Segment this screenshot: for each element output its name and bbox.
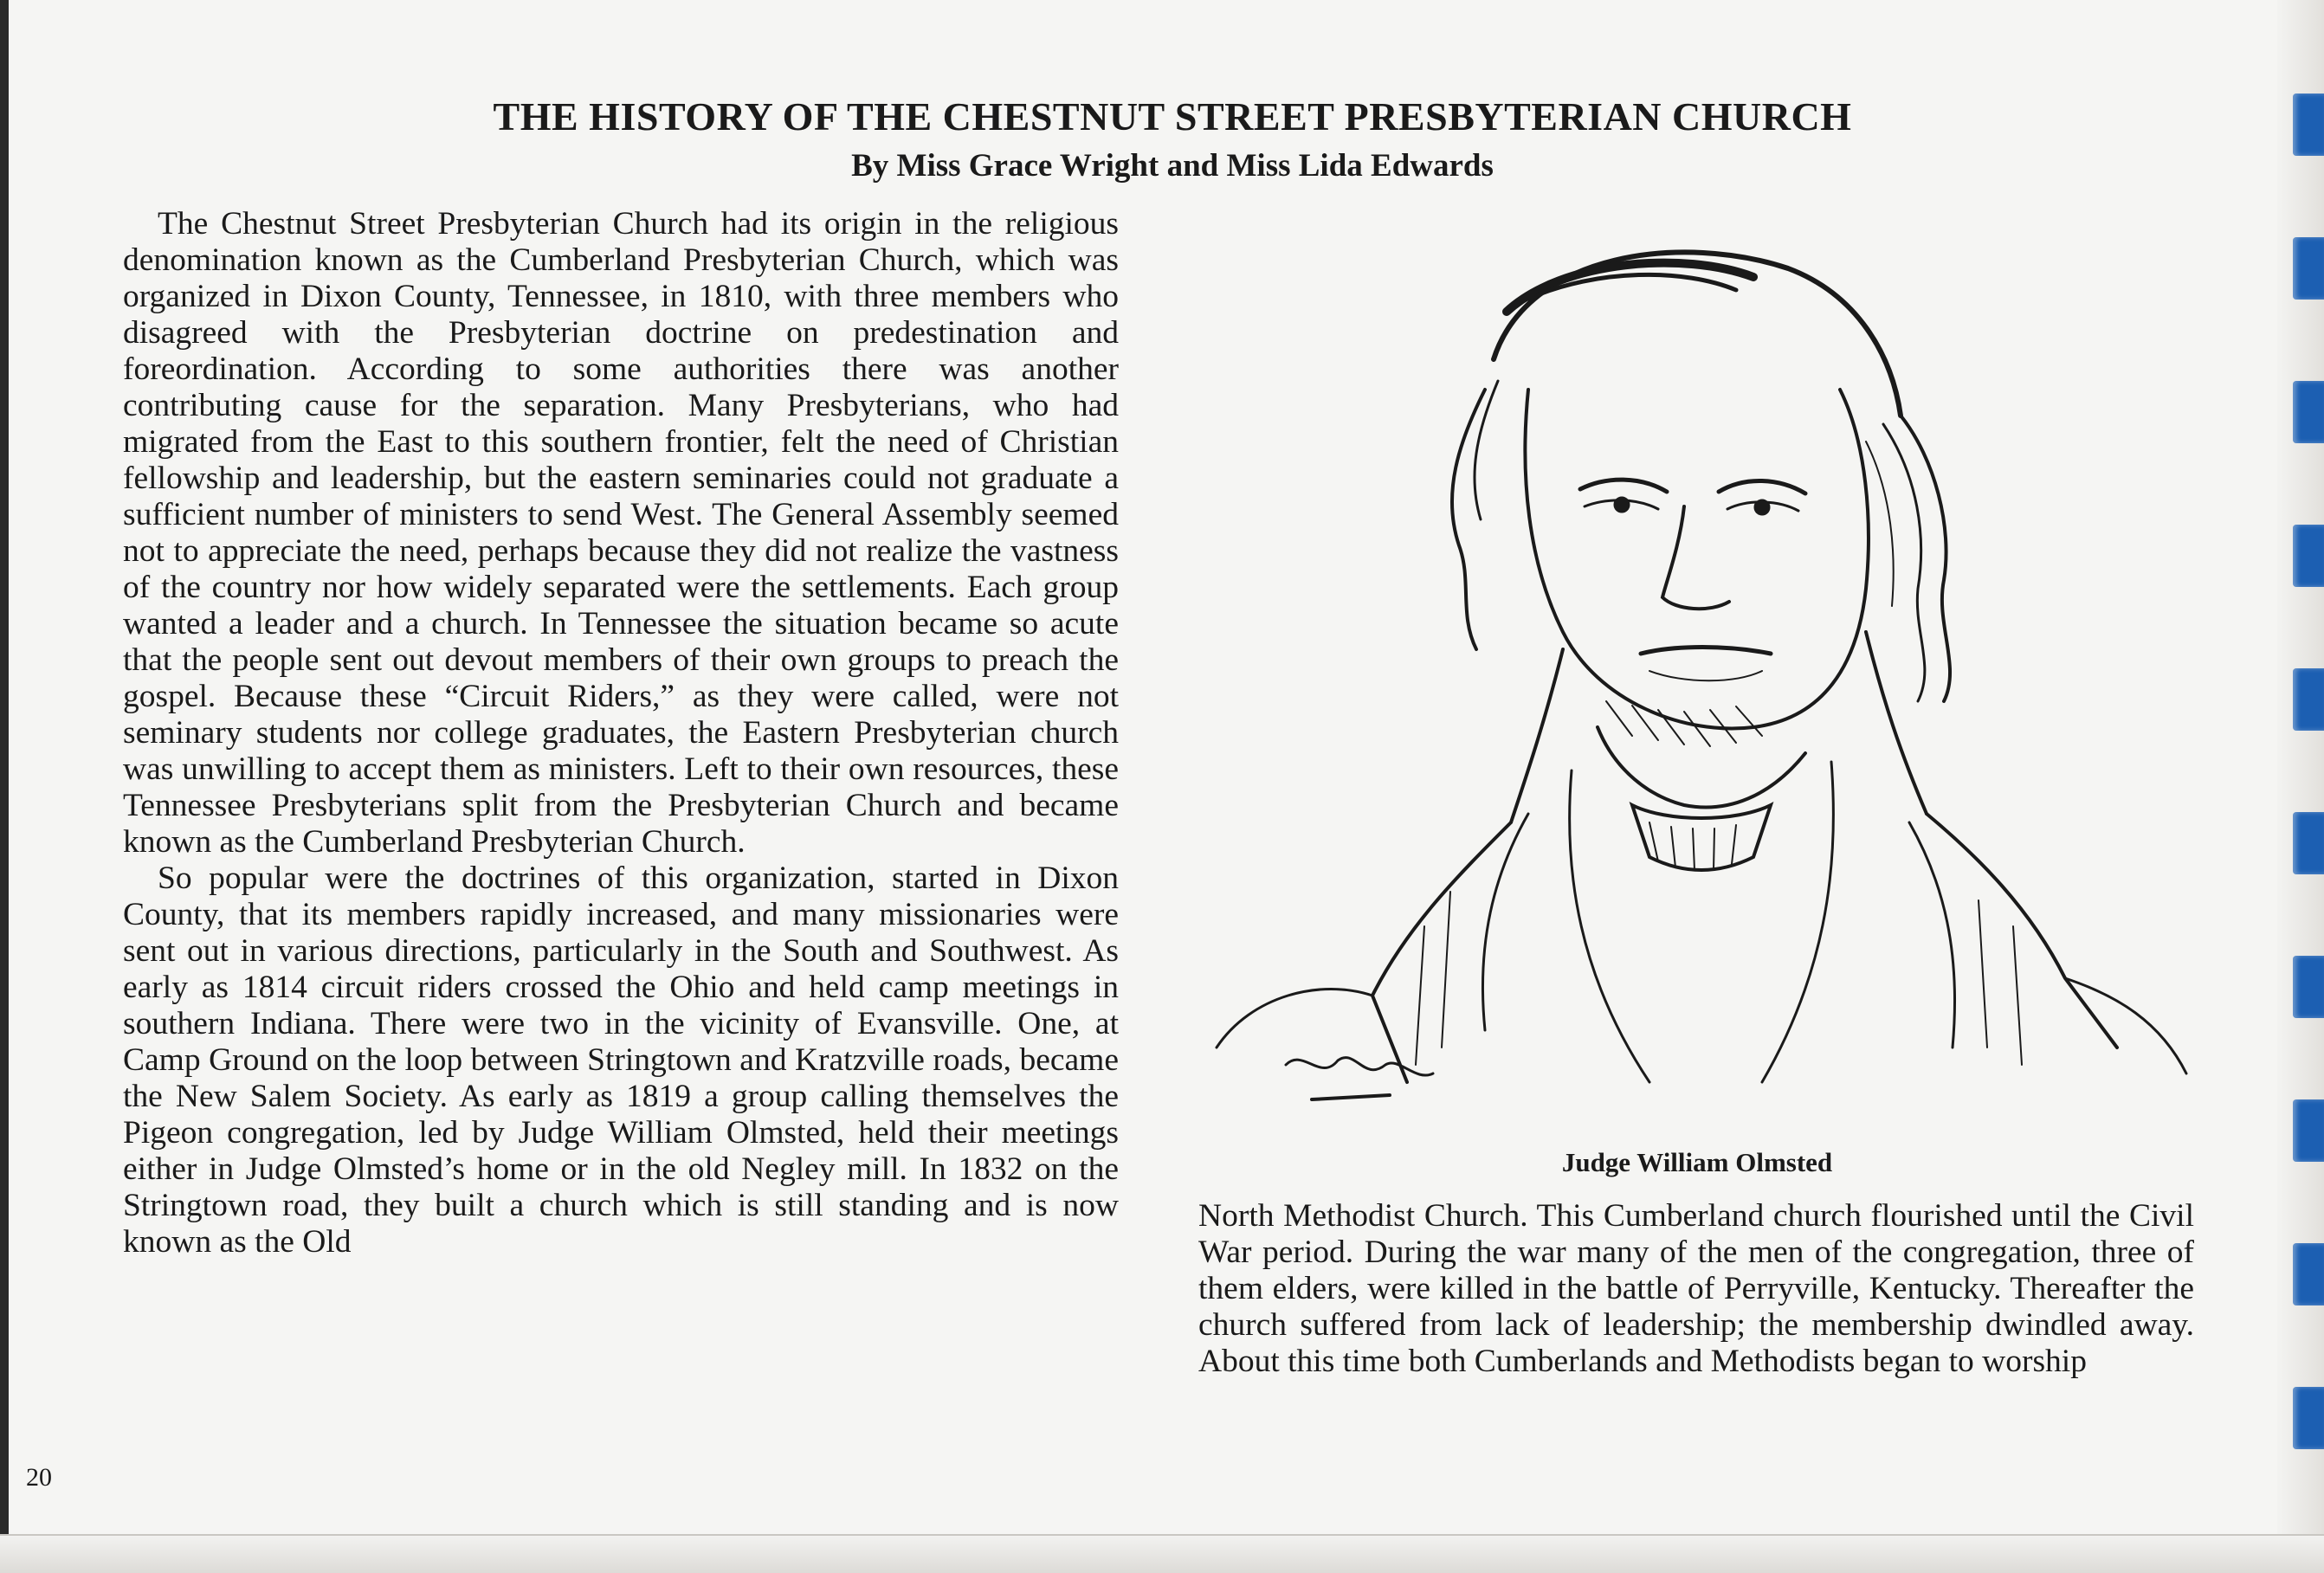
- binding-tab: [2293, 381, 2324, 443]
- byline: By Miss Grace Wright and Miss Lida Edwards: [851, 148, 1494, 184]
- binding-tab: [2293, 1243, 2324, 1305]
- binding-tab: [2293, 525, 2324, 587]
- paragraph: North Methodist Church. This Cumberland church flourished until the Civil War period. During the war many of the men of the congregation, three of them elders, were killed in the battle of Perryville, Kentucky. Thereafter the church suffered from lack of leadership; the membership dwindled away. About this time both Cumberlands and Methodists began to worship: [1198, 1198, 2194, 1379]
- paragraph: The Chestnut Street Presbyterian Church had its origin in the religious denomination known as the Cumberland Presbyterian Church, which was organized in Dixon County, Tennessee, in 1810, with three members who disagreed with the Presbyterian doctrine on predestination and foreordination. According to some authorities there was another contributing cause for the separation. Many Presbyterians, who had migrated from the East to this southern frontier, felt the need of Christian fellowship and leadership, but the eastern seminaries could not graduate a sufficient number of ministers to send West. The General Assembly seemed not to appreciate the need, perhaps because they did not realize the vastness of the country nor how widely separated were the settlements. Each group wanted a leader and a church. In Tennessee the situation became so acute that the people sent out devout members of their own groups to preach the gospel. Because these “Circuit Riders,” as they were called, were not seminary students nor college graduates, the Eastern Presbyterian church was unwilling to accept them as ministers. Left to their own resources, these Tennessee Presbyterians split from the Presbyterian Church and became known as the Cumberland Presbyterian Church.: [123, 206, 1119, 860]
- portrait-caption: Judge William Olmsted: [1561, 1147, 1833, 1177]
- page-bottom-edge: [0, 1534, 2324, 1573]
- page-left-edge: [0, 0, 9, 1573]
- binding-tab: [2293, 1387, 2324, 1449]
- binding-tab: [2293, 812, 2324, 874]
- page-title: THE HISTORY OF THE CHESTNUT STREET PRESBYTERIAN CHURCH: [493, 94, 1852, 139]
- binding-tab: [2293, 237, 2324, 300]
- left-text-column: [123, 206, 1119, 1414]
- right-text-column: [1198, 1198, 2194, 1427]
- spiral-binding-edge: [2277, 0, 2324, 1573]
- portrait-drawing: [1199, 216, 2195, 1138]
- binding-tab: [2293, 668, 2324, 731]
- paragraph: So popular were the doctrines of this organization, started in Dixon County, that its members rapidly increased, and many missionaries were sent out in various directions, particularly in the South and Southwest. As early as 1814 circuit riders crossed the Ohio and held camp meetings in southern Indiana. There were two in the vicinity of Evansville. One, at Camp Ground on the loop between Stringtown and Kratzville roads, became the New Salem Society. As early as 1819 a group calling themselves the Pigeon congregation, led by Judge William Olmsted, held their meetings either in Judge Olmsted’s home or in the old Negley mill. In 1832 on the Stringtown road, they built a church which is still standing and is now known as the Old: [123, 861, 1119, 1260]
- page-number: 20: [26, 1463, 52, 1492]
- binding-tab: [2293, 956, 2324, 1018]
- binding-tab: [2293, 1099, 2324, 1162]
